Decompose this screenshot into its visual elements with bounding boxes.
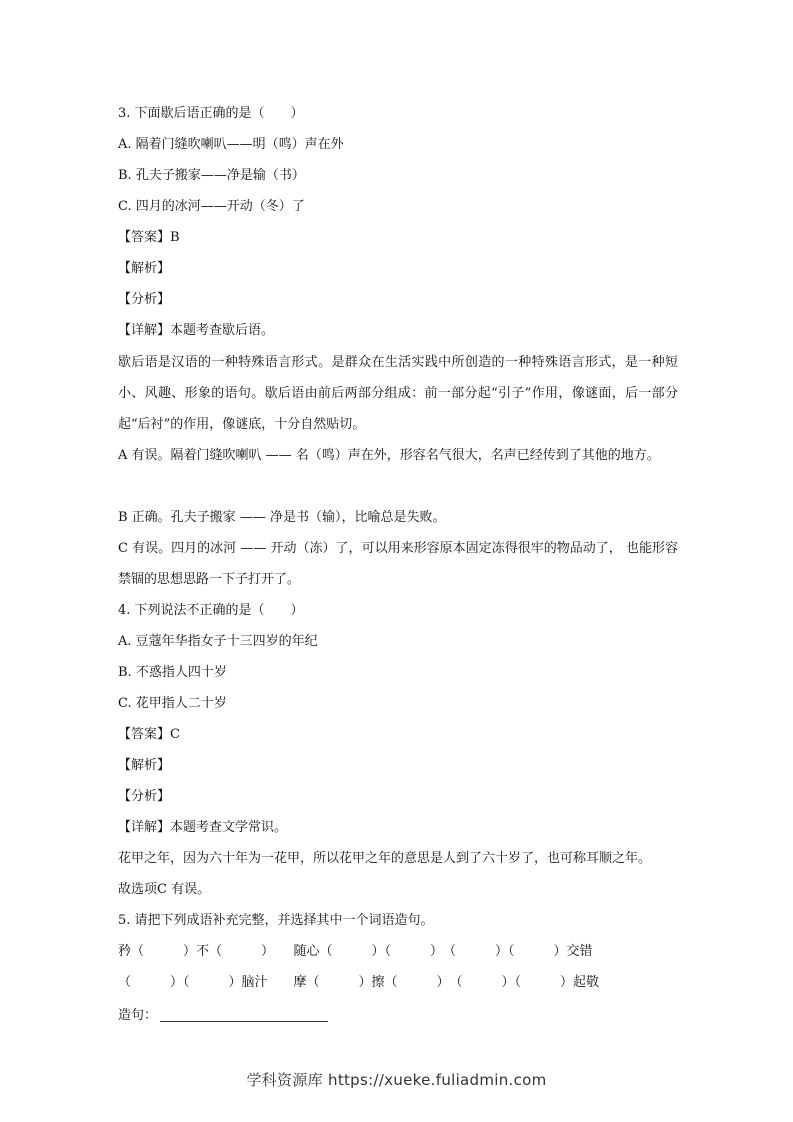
q4-jiexi: 【解析】 xyxy=(118,758,171,773)
q5-idiom-row-2: （ ）（ ）脑汁 摩（ ）擦（ ） （ ）（ ）起敬 xyxy=(118,975,600,990)
q4-stem: 4. 下列说法不正确的是（ ） xyxy=(118,603,304,618)
q5-sentence-label: 造句： xyxy=(118,1008,158,1023)
q4-option-b: B. 不惑指人四十岁 xyxy=(118,665,227,680)
q4-answer: 【答案】C xyxy=(118,727,180,742)
q5-sentence-blank[interactable] xyxy=(160,1020,328,1022)
q4-fenxi: 【分析】 xyxy=(118,789,171,804)
q3-option-a: A. 隔着门缝吹喇叭——明（鸣）声在外 xyxy=(118,137,344,152)
q3-answer: 【答案】B xyxy=(118,230,180,245)
q3-explain-b: B 正确。孔夫子搬家 —— 净是书（输），比喻总是失败。 xyxy=(118,510,446,525)
q3-explain-a: A 有误。隔着门缝吹喇叭 —— 名（鸣）声在外，形容名气很大，名声已经传到了其他的地方。 xyxy=(118,448,660,463)
q3-option-b: B. 孔夫子搬家——净是输（书） xyxy=(118,168,305,183)
q4-explain-conclusion: 故选项C 有误。 xyxy=(118,882,211,897)
q3-explain-paragraph: 歇后语是汉语的一种特殊语言形式。是群众在生活实践中所创造的一种特殊语言形式，是一种短小、风趣、形象的语句。歇后语由前后两部分组成：前一部分起“引子”作用，像谜面，后一部分起“后衬”的作用，像谜底，十分自然贴切。 xyxy=(118,355,678,432)
q5-stem: 5. 请把下列成语补充完整，并选择其中一个词语造句。 xyxy=(118,913,434,928)
q4-xiangjie: 【详解】本题考查文学常识。 xyxy=(118,820,288,835)
q3-xiangjie: 【详解】本题考查歇后语。 xyxy=(118,323,275,338)
q3-jiexi: 【解析】 xyxy=(118,261,171,276)
q3-explain-c: C 有误。四月的冰河 —— 开动（冻）了，可以用来形容原本固定冻得很牢的物品动了， 也能形容禁锢的思想思路一下子打开了。 xyxy=(118,541,678,587)
q4-option-c: C. 花甲指人二十岁 xyxy=(118,696,227,711)
q4-explain-paragraph: 花甲之年，因为六十年为一花甲，所以花甲之年的意思是人到了六十岁了，也可称耳顺之年。 xyxy=(118,851,652,866)
q5-idiom-row-1: 矜（ ）不（ ） 随心（ ）（ ） （ ）（ ）交错 xyxy=(118,944,593,959)
q3-option-c: C. 四月的冰河——开动（冬）了 xyxy=(118,199,305,214)
q3-fenxi: 【分析】 xyxy=(118,292,171,307)
footer-watermark: 学科资源库 https://xueke.fuliadmin.com xyxy=(246,1071,547,1089)
q3-stem: 3. 下面歇后语正确的是（ ） xyxy=(118,106,304,121)
q4-option-a: A. 豆蔻年华指女子十三四岁的年纪 xyxy=(118,634,318,649)
